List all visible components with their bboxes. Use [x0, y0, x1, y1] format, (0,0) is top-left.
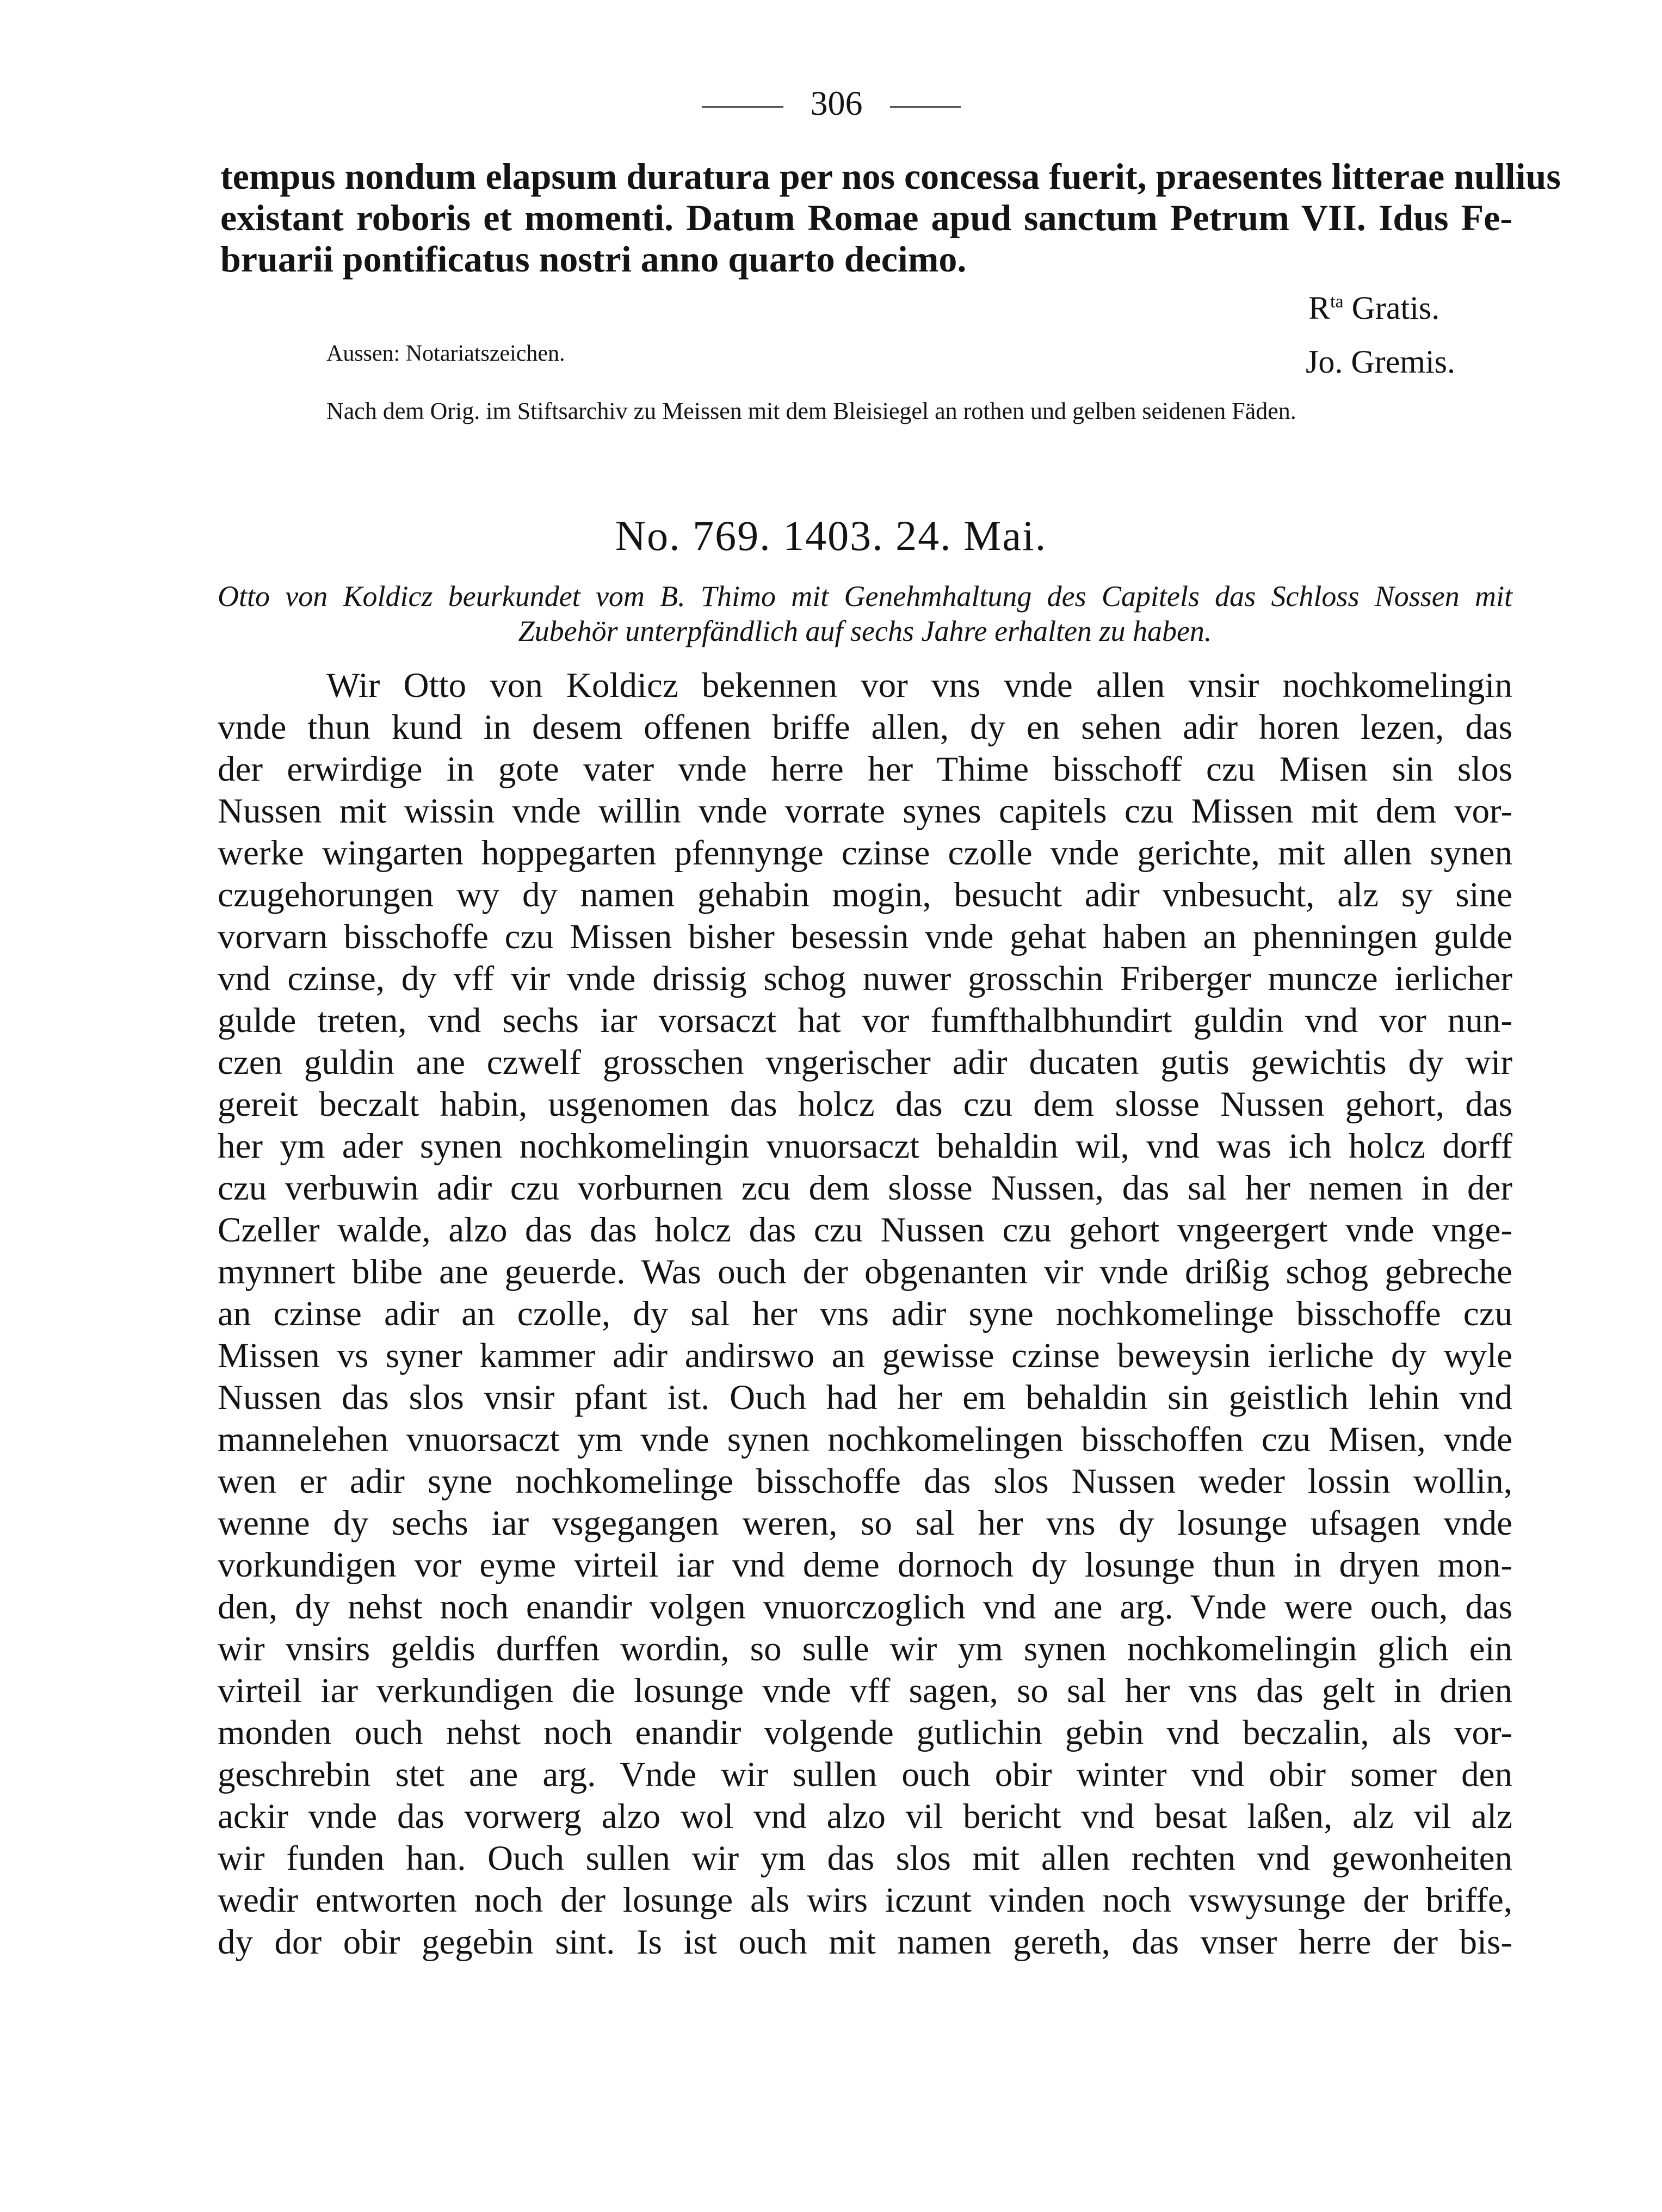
body-line: mynnert blibe ane geuerde. Was ouch der obgenanten vir vnde drißig schog gebreche — [218, 1252, 1512, 1292]
body-line: wedir entworten noch der losunge als wirs iczunt vinden noch vswysunge der briffe, — [218, 1881, 1512, 1920]
body-line: geschrebin stet ane arg. Vnde wir sullen ouch obir winter vnd obir somer den — [218, 1755, 1512, 1794]
body-line: czu verbuwin adir czu vorburnen zcu dem slosse Nussen, das sal her nemen in der — [218, 1169, 1512, 1208]
body-line: gulde treten, vnd sechs iar vorsaczt hat vor fumfthalbhundirt guldin vnd vor nun- — [218, 1001, 1512, 1040]
text-line: existant roboris et momenti. Datum Romae apud sanctum Petrum VII. Idus Fe- — [220, 197, 1512, 238]
body-line: dy dor obir gegebin sint. Is ist ouch mit namen gereth, das vnser herre der bis- — [218, 1923, 1512, 1962]
body-line: czen guldin ane czwelf grosschen vngerischer adir ducaten gutis gewichtis dy wir — [218, 1043, 1512, 1082]
body-line: ackir vnde das vorwerg alzo wol vnd alzo vil bericht vnd besat laßen, alz vil alz — [218, 1797, 1512, 1836]
signature-gratis-superscript: ta — [1330, 292, 1344, 312]
body-line: Wir Otto von Koldicz bekennen vor vns vnde allen vnsir nochkomelingin — [326, 666, 1512, 705]
body-line: wen er adir syne nochkomelinge bisschoffe das slos Nussen weder lossin wollin, — [218, 1462, 1512, 1501]
text-line: bruarii pontificatus nostri anno quarto decimo. — [220, 238, 967, 280]
document-heading: No. 769. 1403. 24. Mai. — [615, 512, 1047, 559]
body-line: werke wingarten hoppegarten pfennynge czinse czolle vnde gerichte, mit allen synen — [218, 833, 1512, 873]
document-body — [218, 665, 1512, 1963]
body-line: vorkundigen vor eyme virteil iar vnd deme dornoch dy losunge thun in dryen mon- — [218, 1546, 1512, 1585]
body-line: den, dy nehst noch enandir volgen vnuorczoglich vnd ane arg. Vnde were ouch, das — [218, 1587, 1512, 1627]
document-regest — [218, 579, 1512, 648]
body-line: Nussen mit wissin vnde willin vnde vorrate synes capitels czu Missen mit dem vor- — [218, 792, 1512, 831]
page-header — [0, 82, 1662, 125]
body-line: monden ouch nehst noch enandir volgende gutlichin gebin vnd beczalin, als vor- — [218, 1713, 1512, 1752]
body-line: mannelehen vnuorsaczt ym vnde synen nochkomelingen bisschoffen czu Misen, vnde — [218, 1420, 1512, 1459]
body-line: her ym ader synen nochkomelingin vnuorsaczt behaldin wil, vnd was ich holcz dorff — [218, 1127, 1512, 1166]
page-number: 306 — [810, 84, 863, 122]
body-line: gereit beczalt habin, usgenomen das holcz das czu dem slosse Nussen gehort, das — [218, 1085, 1512, 1124]
body-line: wenne dy sechs iar vsgegangen weren, so sal her vns dy losunge ufsagen vnde — [218, 1504, 1512, 1543]
body-line: Nussen das slos vnsir pfant ist. Ouch had her em behaldin sin geistlich lehin vnd — [218, 1378, 1512, 1417]
signature-gremis: Jo. Gremis. — [1306, 344, 1455, 380]
signature-gratis-prefix: R — [1308, 290, 1331, 326]
text-line: tempus nondum elapsum duratura per nos concessa fuerit, praesentes litterae nullius — [220, 156, 1561, 197]
regest-line: Zubehör unterpfändlich auf sechs Jahre erhalten zu haben. — [518, 615, 1212, 647]
body-line: an czinse adir an czolle, dy sal her vns adir syne nochkomelinge bisschoffe czu — [218, 1294, 1512, 1333]
signature-gratis-word: Gratis. — [1351, 290, 1440, 326]
outside-note: Aussen: Notariatszeichen. — [326, 341, 565, 366]
body-line: wir funden han. Ouch sullen wir ym das slos mit allen rechten vnd gewonheiten — [218, 1839, 1512, 1878]
body-line: Missen vs syner kammer adir andirswo an gewisse czinse beweysin ierliche dy wyle — [218, 1336, 1512, 1375]
body-line: virteil iar verkundigen die losunge vnde vff sagen, so sal her vns das gelt in drien — [218, 1671, 1512, 1710]
body-line: vnde thun kund in desem offenen briffe allen, dy en sehen adir horen lezen, das — [218, 708, 1512, 747]
body-line: Czeller walde, alzo das das holcz das czu Nussen czu gehort vngeergert vnde vnge- — [218, 1210, 1512, 1250]
regest-line: Otto von Koldicz beurkundet vom B. Thimo mit Genehmhaltung des Capitels das Schloss Nossen mit — [218, 580, 1512, 613]
body-line: vnd czinse, dy vff vir vnde drissig schog nuwer grosschin Friberger muncze ierlicher — [218, 959, 1512, 998]
previous-document-ending — [220, 156, 1561, 280]
source-note: Nach dem Orig. im Stiftsarchiv zu Meissen mit dem Bleisiegel an rothen und gelben seidenen Fäden. — [326, 398, 1296, 424]
header-rule-left — [702, 106, 783, 108]
body-line: czugehorungen wy dy namen gehabin mogin, besucht adir vnbesucht, alz sy sine — [218, 875, 1512, 915]
signature-gratis — [1308, 283, 1439, 327]
body-line: vorvarn bisschoffe czu Missen bisher besessin vnde gehat haben an phenningen gulde — [218, 917, 1512, 956]
body-line: der erwirdige in gote vater vnde herre her Thime bisschoff czu Misen sin slos — [218, 750, 1512, 789]
body-line: wir vnsirs geldis durffen wordin, so sulle wir ym synen nochkomelingin glich ein — [218, 1629, 1512, 1669]
header-rule-right — [890, 106, 961, 108]
